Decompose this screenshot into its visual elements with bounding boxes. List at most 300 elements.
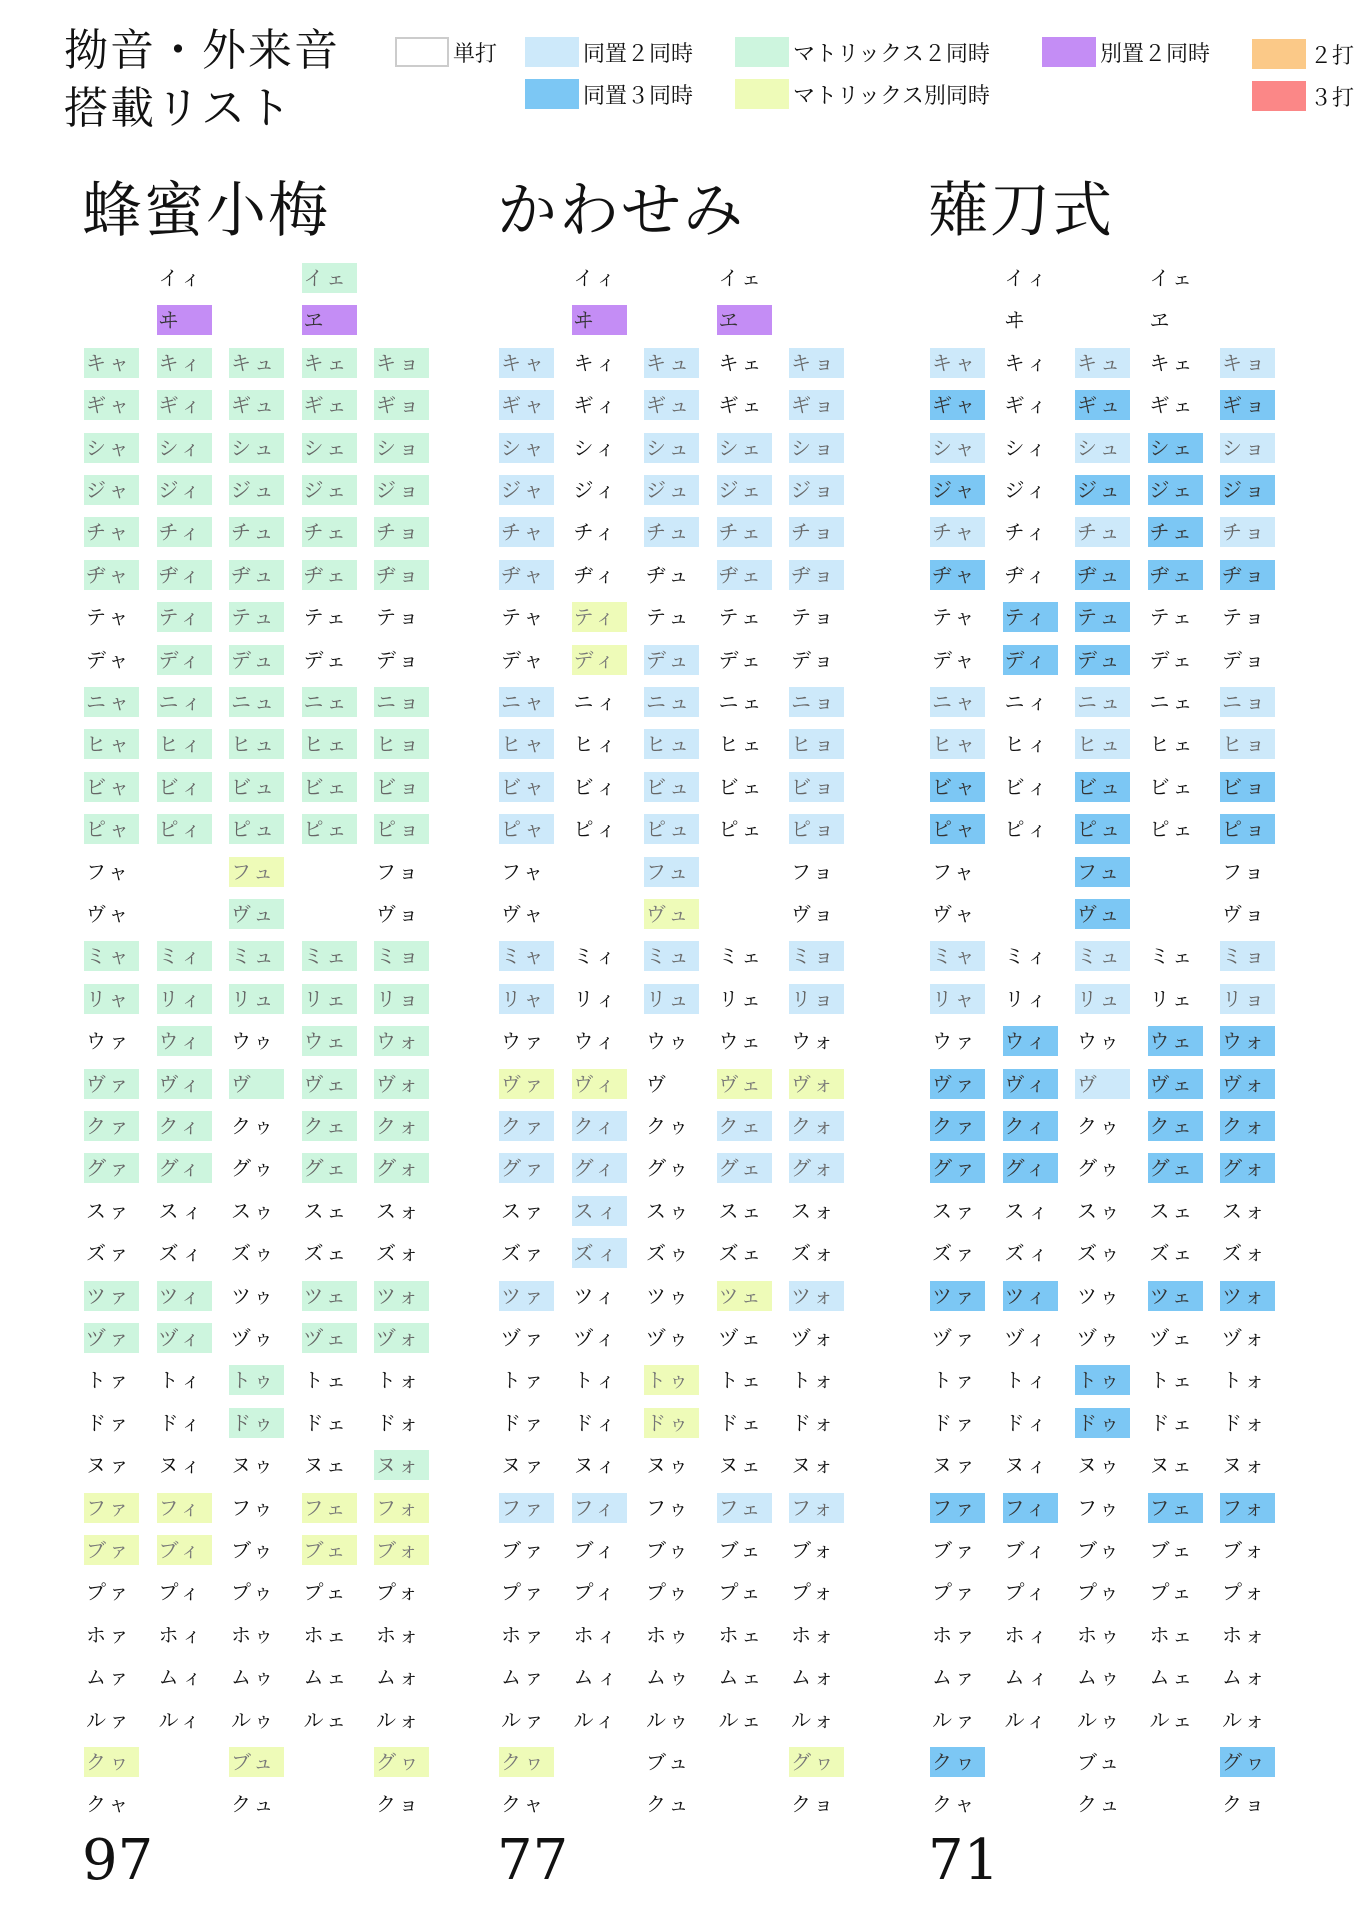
kana-cell-kawasemi: ホェ — [718, 1622, 765, 1647]
kana-cell-hachimitsu-koume: ヅォ — [374, 1323, 429, 1353]
legend-item-matrix-separate — [735, 78, 990, 110]
kana-cell-naginata: ヅォ — [1222, 1326, 1268, 1350]
kana-cell-kawasemi: ファ — [499, 1493, 554, 1523]
kana-cell-kawasemi: ツァ — [499, 1281, 554, 1311]
kana-cell-naginata: フォ — [1220, 1493, 1275, 1523]
kana-cell-hachimitsu-koume: トォ — [376, 1368, 422, 1393]
kana-cell-hachimitsu-koume: フョ — [376, 859, 421, 884]
kana-cell-kawasemi: ムゥ — [646, 1665, 692, 1690]
kana-cell-hachimitsu-koume: スァ — [86, 1198, 132, 1223]
kana-cell-kawasemi: ヌォ — [791, 1453, 837, 1478]
kana-cell-naginata: ウェ — [1148, 1026, 1203, 1056]
kana-cell-naginata: ウォ — [1220, 1026, 1275, 1056]
kana-cell-kawasemi: ヴァ — [499, 1069, 554, 1099]
kana-cell-kawasemi: ツゥ — [646, 1283, 692, 1308]
kana-cell-naginata: ムゥ — [1077, 1665, 1123, 1690]
kana-cell-kawasemi: ギュ — [644, 390, 699, 420]
kana-cell-naginata: ヴャ — [932, 902, 978, 926]
kana-cell-kawasemi: クェ — [717, 1111, 772, 1141]
kana-cell-hachimitsu-koume: クィ — [157, 1111, 212, 1141]
kana-cell-kawasemi: クヮ — [499, 1747, 554, 1777]
kana-cell-naginata: ドィ — [1004, 1410, 1050, 1435]
kana-cell-hachimitsu-koume: シャ — [84, 433, 139, 463]
kana-cell-kawasemi: デェ — [718, 647, 764, 672]
kana-cell-hachimitsu-koume: ホァ — [86, 1622, 132, 1647]
kana-cell-naginata: リェ — [1149, 986, 1195, 1011]
kana-cell-hachimitsu-koume: ウェ — [302, 1026, 357, 1056]
kana-cell-naginata: ヌォ — [1222, 1453, 1268, 1478]
kana-cell-hachimitsu-koume: ツェ — [302, 1281, 357, 1311]
kana-cell-kawasemi: スェ — [718, 1198, 765, 1223]
kana-cell-hachimitsu-koume: テェ — [303, 605, 349, 630]
kana-cell-kawasemi: ギェ — [718, 393, 765, 418]
kana-cell-naginata: フェ — [1148, 1493, 1203, 1523]
kana-cell-kawasemi: ツォ — [789, 1281, 844, 1311]
kana-cell-kawasemi: ズェ — [718, 1241, 765, 1266]
kana-cell-hachimitsu-koume: シュ — [229, 433, 284, 463]
kana-cell-naginata: ヴォ — [1220, 1069, 1275, 1099]
kana-cell-hachimitsu-koume: クュ — [231, 1792, 277, 1817]
kana-cell-naginata: ショ — [1220, 433, 1275, 463]
kana-cell-kawasemi: デョ — [791, 647, 837, 672]
legend-item-two-stroke — [1252, 38, 1354, 70]
kana-cell-hachimitsu-koume: ニィ — [157, 687, 212, 717]
kana-cell-kawasemi: ドェ — [718, 1410, 764, 1435]
kana-cell-kawasemi: ドォ — [791, 1410, 837, 1435]
kana-cell-naginata: ドェ — [1149, 1410, 1195, 1435]
kana-cell-naginata: ビィ — [1004, 774, 1051, 799]
kana-cell-kawasemi: ティ — [572, 602, 627, 632]
kana-cell-naginata: ルェ — [1149, 1707, 1196, 1732]
kana-cell-kawasemi: ヴォ — [789, 1069, 844, 1099]
kana-cell-hachimitsu-koume: ヅァ — [84, 1323, 139, 1353]
kana-cell-hachimitsu-koume: ミャ — [84, 941, 139, 971]
kana-cell-hachimitsu-koume: ヴョ — [376, 902, 422, 926]
kana-cell-naginata: クャ — [932, 1792, 978, 1817]
kana-cell-hachimitsu-koume: プェ — [303, 1580, 349, 1605]
kana-cell-kawasemi: ホァ — [501, 1622, 547, 1647]
kana-cell-kawasemi: リャ — [499, 984, 554, 1014]
kana-cell-hachimitsu-koume: チィ — [157, 517, 212, 547]
kana-cell-naginata: リュ — [1075, 984, 1130, 1014]
kana-cell-kawasemi: トゥ — [644, 1365, 699, 1395]
kana-cell-hachimitsu-koume: プォ — [376, 1580, 421, 1605]
kana-cell-hachimitsu-koume: ルァ — [86, 1707, 132, 1732]
kana-cell-kawasemi: ミィ — [573, 944, 619, 969]
kana-cell-naginata: ヒョ — [1220, 729, 1275, 759]
kana-cell-naginata: ギィ — [1004, 393, 1050, 418]
legend-label-two-stroke: ２打 — [1310, 43, 1355, 69]
kana-cell-kawasemi: ホォ — [791, 1622, 837, 1647]
kana-cell-hachimitsu-koume: ドェ — [303, 1410, 349, 1435]
kana-cell-naginata: ブィ — [1004, 1538, 1049, 1562]
kana-cell-hachimitsu-koume: フォ — [374, 1493, 429, 1523]
kana-cell-hachimitsu-koume: ツゥ — [231, 1283, 277, 1308]
kana-cell-hachimitsu-koume: ピュ — [229, 814, 284, 844]
kana-cell-kawasemi: テョ — [791, 605, 837, 630]
kana-cell-naginata: キャ — [930, 348, 985, 378]
kana-cell-kawasemi: ヌェ — [718, 1453, 764, 1478]
kana-cell-hachimitsu-koume: ウゥ — [231, 1029, 277, 1054]
kana-cell-kawasemi: ヂェ — [717, 560, 772, 590]
legend-label-separate2: 別置２同時 — [1100, 41, 1211, 67]
kana-cell-kawasemi: チャ — [499, 517, 554, 547]
kana-cell-hachimitsu-koume: ヌィ — [158, 1453, 204, 1478]
kana-cell-hachimitsu-koume: ヰ — [157, 305, 212, 335]
kana-cell-naginata: ミョ — [1220, 941, 1275, 971]
kana-cell-kawasemi: キェ — [718, 350, 765, 375]
kana-cell-hachimitsu-koume: ツォ — [374, 1281, 429, 1311]
kana-cell-naginata: ドゥ — [1075, 1408, 1130, 1438]
kana-cell-naginata: ムァ — [932, 1665, 978, 1690]
kana-cell-hachimitsu-koume: ブュ — [229, 1747, 284, 1777]
kana-cell-hachimitsu-koume: ビョ — [374, 772, 429, 802]
kana-cell-kawasemi: クァ — [499, 1111, 554, 1141]
kana-cell-kawasemi: ヅェ — [718, 1326, 764, 1350]
kana-cell-hachimitsu-koume: ミュ — [229, 941, 284, 971]
kana-cell-kawasemi: グェ — [717, 1153, 772, 1183]
kana-cell-kawasemi: プェ — [718, 1580, 764, 1605]
kana-cell-kawasemi: シィ — [573, 435, 619, 460]
kana-cell-hachimitsu-koume: クェ — [302, 1111, 357, 1141]
kana-cell-naginata: フャ — [932, 859, 977, 884]
kana-cell-hachimitsu-koume: ウィ — [157, 1026, 212, 1056]
kana-cell-hachimitsu-koume: ズァ — [86, 1241, 132, 1266]
kana-cell-kawasemi: ドァ — [501, 1410, 547, 1435]
kana-cell-kawasemi: ウィ — [573, 1029, 619, 1054]
legend-item-same2 — [525, 36, 693, 68]
kana-cell-naginata: ビュ — [1075, 772, 1130, 802]
kana-cell-naginata: ムィ — [1004, 1665, 1052, 1690]
legend-label-same2: 同置２同時 — [583, 41, 694, 67]
kana-cell-kawasemi: ルァ — [501, 1707, 547, 1732]
kana-cell-naginata: ピュ — [1075, 814, 1130, 844]
kana-cell-naginata: ジャ — [930, 475, 985, 505]
kana-cell-naginata: ヌィ — [1004, 1453, 1050, 1478]
kana-cell-kawasemi: ズゥ — [646, 1241, 692, 1266]
kana-cell-kawasemi: ヒィ — [573, 732, 620, 757]
kana-cell-hachimitsu-koume: キュ — [229, 348, 284, 378]
kana-cell-kawasemi: グァ — [499, 1153, 554, 1183]
kana-cell-hachimitsu-koume: ピャ — [84, 814, 139, 844]
kana-cell-naginata: チュ — [1075, 517, 1130, 547]
kana-cell-kawasemi: リェ — [718, 986, 764, 1011]
kana-cell-naginata: ミェ — [1149, 944, 1196, 969]
kana-cell-naginata: トィ — [1004, 1368, 1050, 1393]
legend-swatch-single — [395, 37, 449, 67]
kana-cell-naginata: ムォ — [1222, 1665, 1268, 1690]
legend-label-three-stroke: ３打 — [1310, 85, 1355, 111]
kana-cell-naginata: スゥ — [1077, 1198, 1123, 1223]
kana-cell-hachimitsu-koume: ホォ — [376, 1622, 422, 1647]
kana-cell-naginata: ズォ — [1222, 1241, 1268, 1266]
legend-swatch-matrix2 — [735, 37, 789, 67]
kana-cell-hachimitsu-koume: ドァ — [86, 1410, 132, 1435]
kana-cell-hachimitsu-koume: シィ — [157, 433, 212, 463]
kana-cell-kawasemi: リュ — [644, 984, 699, 1014]
kana-cell-naginata: グァ — [930, 1153, 985, 1183]
kana-cell-naginata: デャ — [932, 647, 978, 672]
kana-cell-naginata: トゥ — [1075, 1365, 1130, 1395]
kana-cell-kawasemi: ピュ — [644, 814, 699, 844]
kana-cell-kawasemi: ウゥ — [646, 1029, 692, 1054]
kana-cell-kawasemi: チュ — [644, 517, 699, 547]
kana-cell-hachimitsu-koume: フィ — [157, 1493, 212, 1523]
kana-cell-kawasemi: グゥ — [646, 1156, 692, 1181]
kana-cell-hachimitsu-koume: リィ — [157, 984, 212, 1014]
page-title — [64, 22, 340, 138]
kana-cell-kawasemi: シュ — [644, 433, 699, 463]
kana-cell-hachimitsu-koume: ヴェ — [302, 1069, 357, 1099]
kana-cell-hachimitsu-koume: ニェ — [302, 687, 357, 717]
kana-cell-hachimitsu-koume: トゥ — [229, 1365, 284, 1395]
kana-cell-hachimitsu-koume: テュ — [229, 602, 284, 632]
kana-cell-kawasemi: フォ — [789, 1493, 844, 1523]
kana-cell-kawasemi: テャ — [501, 605, 547, 630]
kana-cell-kawasemi: チィ — [573, 520, 618, 545]
kana-cell-naginata: ヒャ — [930, 729, 985, 759]
kana-cell-naginata: ヒェ — [1149, 732, 1196, 757]
kana-cell-hachimitsu-koume: キャ — [84, 348, 139, 378]
kana-cell-naginata: シィ — [1004, 435, 1050, 460]
kana-cell-kawasemi: ルゥ — [646, 1707, 692, 1732]
kana-cell-hachimitsu-koume: ブェ — [302, 1535, 357, 1565]
kana-cell-kawasemi: クィ — [572, 1111, 627, 1141]
kana-cell-kawasemi: ヒャ — [499, 729, 554, 759]
kana-cell-hachimitsu-koume: リョ — [374, 984, 429, 1014]
kana-cell-kawasemi: クュ — [646, 1792, 692, 1817]
kana-cell-hachimitsu-koume: ヂョ — [374, 560, 429, 590]
kana-cell-hachimitsu-koume: ヒェ — [302, 729, 357, 759]
kana-cell-naginata: トェ — [1149, 1368, 1195, 1393]
kana-cell-naginata: デョ — [1222, 647, 1268, 672]
kana-cell-hachimitsu-koume: スゥ — [231, 1198, 277, 1223]
kana-cell-hachimitsu-koume: ルェ — [303, 1707, 350, 1732]
kana-cell-hachimitsu-koume: クョ — [376, 1792, 422, 1817]
kana-cell-hachimitsu-koume: ブゥ — [231, 1538, 276, 1562]
kana-cell-kawasemi: ルォ — [791, 1707, 837, 1732]
kana-cell-hachimitsu-koume: ジュ — [229, 475, 284, 505]
kana-cell-naginata: クゥ — [1077, 1114, 1123, 1138]
kana-cell-kawasemi: ルィ — [573, 1707, 619, 1732]
kana-cell-naginata: スォ — [1222, 1198, 1268, 1223]
kana-cell-naginata: ギョ — [1220, 390, 1275, 420]
kana-cell-kawasemi: キョ — [789, 348, 844, 378]
kana-cell-hachimitsu-koume: フゥ — [231, 1495, 276, 1520]
kana-cell-naginata: ニィ — [1004, 690, 1051, 714]
kana-cell-kawasemi: ヅゥ — [646, 1326, 692, 1350]
kana-cell-naginata: ニャ — [930, 687, 985, 717]
kana-cell-naginata: スェ — [1149, 1198, 1196, 1223]
kana-cell-hachimitsu-koume: ルォ — [376, 1707, 422, 1732]
kana-cell-kawasemi: ニィ — [573, 690, 620, 714]
kana-cell-hachimitsu-koume: ヒャ — [84, 729, 139, 759]
kana-cell-kawasemi: ブゥ — [646, 1538, 691, 1562]
legend-label-matrix2: マトリックス２同時 — [793, 41, 990, 67]
kana-cell-naginata: ニェ — [1149, 690, 1196, 714]
kana-cell-naginata: ピィ — [1004, 817, 1051, 842]
kana-cell-naginata: プィ — [1004, 1580, 1049, 1605]
kana-cell-naginata: ヴ — [1075, 1069, 1130, 1099]
kana-cell-hachimitsu-koume: ムァ — [86, 1665, 132, 1690]
column-title-kawasemi: かわせみ — [497, 176, 745, 246]
kana-cell-hachimitsu-koume: ジョ — [374, 475, 429, 505]
kana-cell-kawasemi: ヌァ — [501, 1453, 547, 1478]
kana-cell-naginata: ヅァ — [932, 1326, 978, 1350]
kana-cell-naginata: ツァ — [930, 1281, 985, 1311]
kana-cell-hachimitsu-koume: グェ — [302, 1153, 357, 1183]
kana-cell-hachimitsu-koume: ウォ — [374, 1026, 429, 1056]
kana-cell-hachimitsu-koume: ミョ — [374, 941, 429, 971]
kana-cell-kawasemi: ヒョ — [789, 729, 844, 759]
kana-cell-hachimitsu-koume: ドィ — [158, 1410, 204, 1435]
kana-cell-naginata: ドァ — [932, 1410, 978, 1435]
kana-cell-kawasemi: スゥ — [646, 1198, 692, 1223]
kana-cell-kawasemi: ビィ — [573, 774, 620, 799]
kana-cell-naginata: ホェ — [1149, 1622, 1196, 1647]
kana-cell-hachimitsu-koume: ムォ — [376, 1665, 422, 1690]
kana-cell-naginata: ウィ — [1003, 1026, 1058, 1056]
kana-cell-kawasemi: ヱ — [717, 305, 772, 335]
kana-cell-naginata: グェ — [1148, 1153, 1203, 1183]
kana-cell-naginata: テュ — [1075, 602, 1130, 632]
kana-cell-hachimitsu-koume: ヌゥ — [231, 1453, 277, 1478]
kana-cell-naginata: クァ — [930, 1111, 985, 1141]
kana-cell-hachimitsu-koume: ヒィ — [157, 729, 212, 759]
kana-cell-kawasemi: ビョ — [789, 772, 844, 802]
kana-cell-hachimitsu-koume: ブァ — [84, 1535, 139, 1565]
kana-cell-kawasemi: ヂョ — [789, 560, 844, 590]
kana-cell-hachimitsu-koume: ムェ — [303, 1665, 350, 1690]
kana-cell-naginata: ヰ — [1004, 308, 1028, 333]
kana-cell-kawasemi: ニャ — [499, 687, 554, 717]
kana-cell-hachimitsu-koume: スィ — [158, 1198, 206, 1223]
kana-cell-hachimitsu-koume: ジェ — [302, 475, 357, 505]
legend-label-single: 単打 — [453, 41, 498, 67]
kana-cell-kawasemi: ヴ — [646, 1071, 669, 1096]
kana-cell-hachimitsu-koume: ズォ — [376, 1241, 422, 1266]
kana-cell-hachimitsu-koume: キィ — [157, 348, 212, 378]
kana-cell-naginata: ヴュ — [1075, 899, 1130, 929]
kana-cell-naginata: グゥ — [1077, 1156, 1123, 1181]
kana-cell-naginata: フィ — [1003, 1493, 1058, 1523]
kana-cell-kawasemi: ミョ — [789, 941, 844, 971]
kana-cell-naginata: ジョ — [1220, 475, 1275, 505]
kana-cell-kawasemi: シェ — [717, 433, 772, 463]
kana-cell-hachimitsu-koume: フェ — [302, 1493, 357, 1523]
kana-cell-hachimitsu-koume: トァ — [86, 1368, 132, 1393]
kana-cell-naginata: キョ — [1220, 348, 1275, 378]
kana-cell-kawasemi: クォ — [789, 1111, 844, 1141]
kana-cell-naginata: シャ — [930, 433, 985, 463]
kana-cell-hachimitsu-koume: シェ — [302, 433, 357, 463]
kana-cell-naginata: テェ — [1149, 605, 1195, 630]
kana-cell-hachimitsu-koume: ヅゥ — [231, 1326, 277, 1350]
kana-cell-hachimitsu-koume: ムィ — [158, 1665, 206, 1690]
kana-cell-naginata: ジェ — [1148, 475, 1203, 505]
kana-cell-kawasemi: ギィ — [573, 393, 619, 418]
kana-cell-kawasemi: フュ — [644, 857, 699, 887]
kana-cell-hachimitsu-koume: ヂャ — [84, 560, 139, 590]
kana-cell-naginata: プァ — [932, 1580, 978, 1605]
kana-cell-naginata: クュ — [1077, 1792, 1123, 1817]
kana-cell-kawasemi: ウェ — [718, 1029, 764, 1054]
kana-cell-naginata: クィ — [1003, 1111, 1058, 1141]
kana-cell-kawasemi: ブュ — [646, 1750, 691, 1774]
kana-cell-kawasemi: ミェ — [718, 944, 765, 969]
kana-cell-hachimitsu-koume: ヴィ — [157, 1069, 212, 1099]
kana-cell-kawasemi: プォ — [791, 1580, 836, 1605]
kana-cell-naginata: テャ — [932, 605, 978, 630]
kana-cell-kawasemi: ビャ — [499, 772, 554, 802]
kana-cell-naginata: イェ — [1149, 266, 1195, 290]
kana-cell-hachimitsu-koume: ツァ — [84, 1281, 139, 1311]
kana-cell-kawasemi: ミュ — [644, 941, 699, 971]
kana-cell-hachimitsu-koume: ヴォ — [374, 1069, 429, 1099]
kana-cell-hachimitsu-koume: ウァ — [86, 1029, 132, 1054]
kana-cell-naginata: ツォ — [1220, 1281, 1275, 1311]
kana-cell-naginata: ヂュ — [1075, 560, 1130, 590]
kana-cell-naginata: ホィ — [1004, 1622, 1051, 1647]
kana-cell-kawasemi: ブァ — [501, 1538, 547, 1562]
kana-cell-naginata: ウゥ — [1077, 1029, 1123, 1054]
kana-cell-kawasemi: ドゥ — [644, 1408, 699, 1438]
legend-item-three-stroke — [1252, 80, 1354, 112]
kana-cell-hachimitsu-koume: ミィ — [157, 941, 212, 971]
kana-cell-hachimitsu-koume: イィ — [158, 266, 204, 290]
kana-cell-hachimitsu-koume: ピィ — [157, 814, 212, 844]
kana-cell-kawasemi: プゥ — [646, 1580, 691, 1605]
kana-cell-naginata: ホァ — [932, 1622, 978, 1647]
kana-cell-hachimitsu-koume: ドゥ — [229, 1408, 284, 1438]
kana-cell-kawasemi: テェ — [718, 605, 764, 630]
kana-cell-naginata: ビェ — [1149, 774, 1196, 799]
kana-cell-naginata: フュ — [1075, 857, 1130, 887]
kana-cell-hachimitsu-koume: クゥ — [231, 1114, 277, 1138]
kana-cell-hachimitsu-koume: ヂェ — [302, 560, 357, 590]
kana-cell-kawasemi: ヂュ — [646, 562, 692, 587]
kana-cell-naginata: ヌェ — [1149, 1453, 1195, 1478]
kana-cell-hachimitsu-koume: ヱ — [302, 305, 357, 335]
kana-cell-hachimitsu-koume: ヒョ — [374, 729, 429, 759]
kana-cell-naginata: ギュ — [1075, 390, 1130, 420]
kana-cell-naginata: ブァ — [932, 1538, 978, 1562]
kana-cell-kawasemi: フョ — [791, 859, 836, 884]
kana-cell-kawasemi: ドィ — [573, 1410, 619, 1435]
kana-cell-kawasemi: ビェ — [718, 774, 765, 799]
kana-cell-naginata: スィ — [1004, 1198, 1052, 1223]
kana-cell-kawasemi: デャ — [501, 647, 547, 672]
kana-cell-naginata: ヂャ — [930, 560, 985, 590]
kana-cell-naginata: トォ — [1222, 1368, 1268, 1393]
kana-cell-hachimitsu-koume: ヂュ — [229, 560, 284, 590]
kana-cell-hachimitsu-koume: ズゥ — [231, 1241, 277, 1266]
kana-cell-naginata: ニョ — [1220, 687, 1275, 717]
kana-cell-naginata: ズァ — [932, 1241, 978, 1266]
kana-cell-hachimitsu-koume: フャ — [86, 859, 131, 884]
kana-cell-naginata: リィ — [1004, 986, 1050, 1011]
kana-cell-kawasemi: ヅォ — [791, 1326, 837, 1350]
kana-cell-naginata: ルゥ — [1077, 1707, 1123, 1732]
kana-cell-kawasemi: ニェ — [718, 690, 765, 714]
kana-cell-hachimitsu-koume: ディ — [157, 645, 212, 675]
kana-cell-kawasemi: チョ — [789, 517, 844, 547]
kana-cell-kawasemi: ヴョ — [791, 902, 837, 926]
kana-cell-naginata: ディ — [1003, 645, 1058, 675]
kana-cell-kawasemi: ジョ — [789, 475, 844, 505]
total-count-kawasemi: 77 — [497, 1828, 569, 1893]
kana-cell-kawasemi: グィ — [572, 1153, 627, 1183]
